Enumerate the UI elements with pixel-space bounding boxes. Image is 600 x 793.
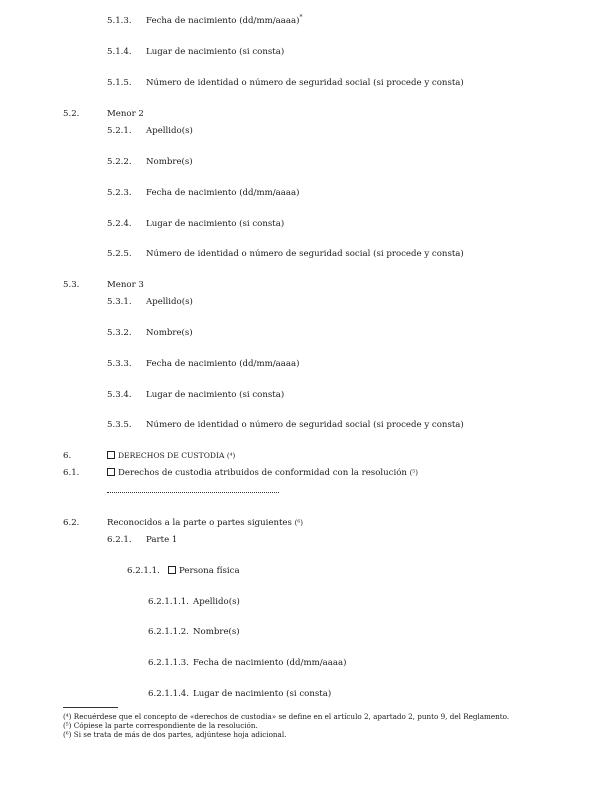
footnote-divider bbox=[63, 707, 118, 708]
item-label: Número de identidad o número de seguridad social (si procede y consta) bbox=[146, 78, 464, 88]
item-number: 6.2.1.1.3. bbox=[148, 658, 189, 668]
section-label: Menor 3 bbox=[107, 280, 144, 290]
section-number: 6.2. bbox=[63, 518, 80, 528]
item-number: 6.2.1.1.1. bbox=[148, 597, 189, 607]
item-number: 5.1.3. bbox=[107, 16, 132, 26]
section-number: 5.3. bbox=[63, 280, 80, 290]
item-label: Fecha de nacimiento (dd/mm/aaaa) bbox=[146, 188, 300, 198]
item-number: 5.3.1. bbox=[107, 297, 132, 307]
item-number: 5.1.4. bbox=[107, 47, 132, 57]
item-label: Lugar de nacimiento (si consta) bbox=[146, 47, 285, 57]
item-label: Número de identidad o número de seguridad social (si procede y consta) bbox=[146, 420, 464, 430]
item-number: 5.2.1. bbox=[107, 126, 132, 136]
item-label: Lugar de nacimiento (si consta) bbox=[146, 390, 285, 400]
checkbox[interactable] bbox=[107, 468, 115, 476]
section-label: Derechos de custodia atribuidos de conformidad con la resolución (⁵) bbox=[107, 468, 418, 478]
section-number: 6. bbox=[63, 451, 72, 461]
item-number: 5.2.5. bbox=[107, 249, 132, 259]
section-label: Reconocidos a la parte o partes siguientes (⁶) bbox=[107, 518, 303, 528]
section-number: 5.2. bbox=[63, 109, 80, 119]
item-label: Fecha de nacimiento (dd/mm/aaaa) bbox=[146, 359, 300, 369]
item-label: Fecha de nacimiento (dd/mm/aaaa)* bbox=[146, 14, 303, 26]
item-number: 5.2.4. bbox=[107, 219, 132, 229]
item-number: 5.3.2. bbox=[107, 328, 132, 338]
checkbox[interactable] bbox=[168, 566, 176, 574]
item-number: 6.2.1.1. bbox=[127, 566, 160, 576]
item-label: Apellido(s) bbox=[193, 597, 240, 607]
item-label: Apellido(s) bbox=[146, 126, 193, 136]
item-number: 5.3.5. bbox=[107, 420, 132, 430]
item-number: 5.3.3. bbox=[107, 359, 132, 369]
item-label: Persona física bbox=[168, 566, 240, 576]
item-number: 6.2.1. bbox=[107, 535, 132, 545]
item-number: 5.1.5. bbox=[107, 78, 132, 88]
section-label: Menor 2 bbox=[107, 109, 144, 119]
item-label: Nombre(s) bbox=[146, 328, 193, 338]
checkbox[interactable] bbox=[107, 451, 115, 459]
item-number: 5.2.3. bbox=[107, 188, 132, 198]
item-label: Fecha de nacimiento (dd/mm/aaaa) bbox=[193, 658, 347, 668]
item-label: Lugar de nacimiento (si consta) bbox=[146, 219, 285, 229]
item-number: 6.2.1.1.2. bbox=[148, 627, 189, 637]
item-label: Lugar de nacimiento (si consta) bbox=[193, 689, 332, 699]
section-label: DERECHOS DE CUSTODIA (⁴) bbox=[107, 451, 235, 461]
footnote: (⁴) Recuérdese que el concepto de «derechos de custodia» se define en el artículo 2, apartado 2, punto 9, del Reglamento. bbox=[63, 712, 510, 721]
item-number: 5.3.4. bbox=[107, 390, 132, 400]
fill-in-line[interactable] bbox=[107, 492, 279, 493]
item-number: 6.2.1.1.4. bbox=[148, 689, 189, 699]
section-number: 6.1. bbox=[63, 468, 80, 478]
item-number: 5.2.2. bbox=[107, 157, 132, 167]
item-label: Apellido(s) bbox=[146, 297, 193, 307]
footnote: (⁵) Cópiese la parte correspondiente de la resolución. bbox=[63, 721, 258, 730]
item-label: Nombre(s) bbox=[146, 157, 193, 167]
item-label: Nombre(s) bbox=[193, 627, 240, 637]
item-label: Número de identidad o número de seguridad social (si procede y consta) bbox=[146, 249, 464, 259]
item-label: Parte 1 bbox=[146, 535, 178, 545]
footnote: (⁶) Si se trata de más de dos partes, adjúntese hoja adicional. bbox=[63, 730, 287, 739]
